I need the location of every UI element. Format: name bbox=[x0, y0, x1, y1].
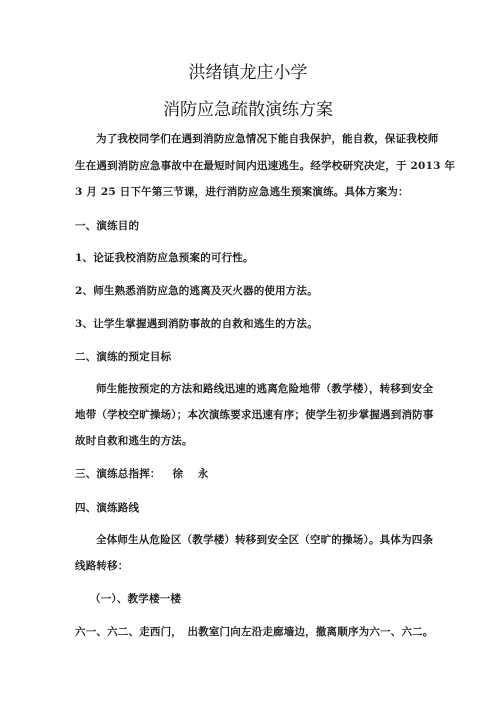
purpose-item-2: 2、师生熟悉消防应急的逃离及灭火器的使用方法。 bbox=[75, 285, 318, 297]
section-heading-goals: 二、演练的预定目标 bbox=[75, 351, 172, 363]
intro-line-2: 生在遇到消防应急事故中在最短时间内迅速逃生。经学校研究决定，于 2013 年 bbox=[75, 160, 456, 172]
section-heading-routes: 四、演练路线 bbox=[75, 502, 140, 514]
section-heading-commander bbox=[75, 466, 208, 481]
section-heading-purpose: 一、演练目的 bbox=[75, 220, 140, 232]
commander-label: 三、演练总指挥： bbox=[75, 468, 161, 480]
goals-line-1: 师生能按预定的方法和路线迅速的逃离危险地带（教学楼），转移到安全 bbox=[96, 383, 434, 395]
routes-line-1: 全体师生从危险区（教学楼）转移到安全区（空旷的操场）。具体为四条 bbox=[96, 534, 434, 546]
purpose-item-1: 1、论证我校消防应急预案的可行性。 bbox=[75, 252, 254, 264]
intro-line-1: 为了我校同学们在遇到消防应急情况下能自我保护，能自救，保证我校师 bbox=[96, 133, 439, 145]
commander-name: 徐 永 bbox=[172, 468, 209, 480]
intro-line-3: 3 月 25 日下午第三节课，进行消防应急逃生预案演练。具体方案为： bbox=[75, 186, 409, 198]
purpose-item-3: 3、让学生掌握遇到消防事故的自救和逃生的方法。 bbox=[75, 318, 318, 330]
routes-sub-heading: （一）、教学楼一楼 bbox=[90, 593, 182, 605]
plan-title: 消防应急疏散演练方案 bbox=[163, 100, 333, 120]
routes-line-2: 线路转移： bbox=[75, 560, 129, 572]
route-item-1: 六一、六二、走西门， 出教室门向左沿走廊墙边，撤离顺序为六一、六二。 bbox=[75, 626, 434, 638]
goals-line-2: 地带（学校空旷操场）；本次演练要求迅速有序；使学生初步掌握遇到消防事 bbox=[75, 409, 434, 421]
goals-line-3: 故时自救和逃生的方法。 bbox=[75, 435, 193, 447]
school-title: 洪绪镇龙庄小学 bbox=[188, 63, 308, 83]
